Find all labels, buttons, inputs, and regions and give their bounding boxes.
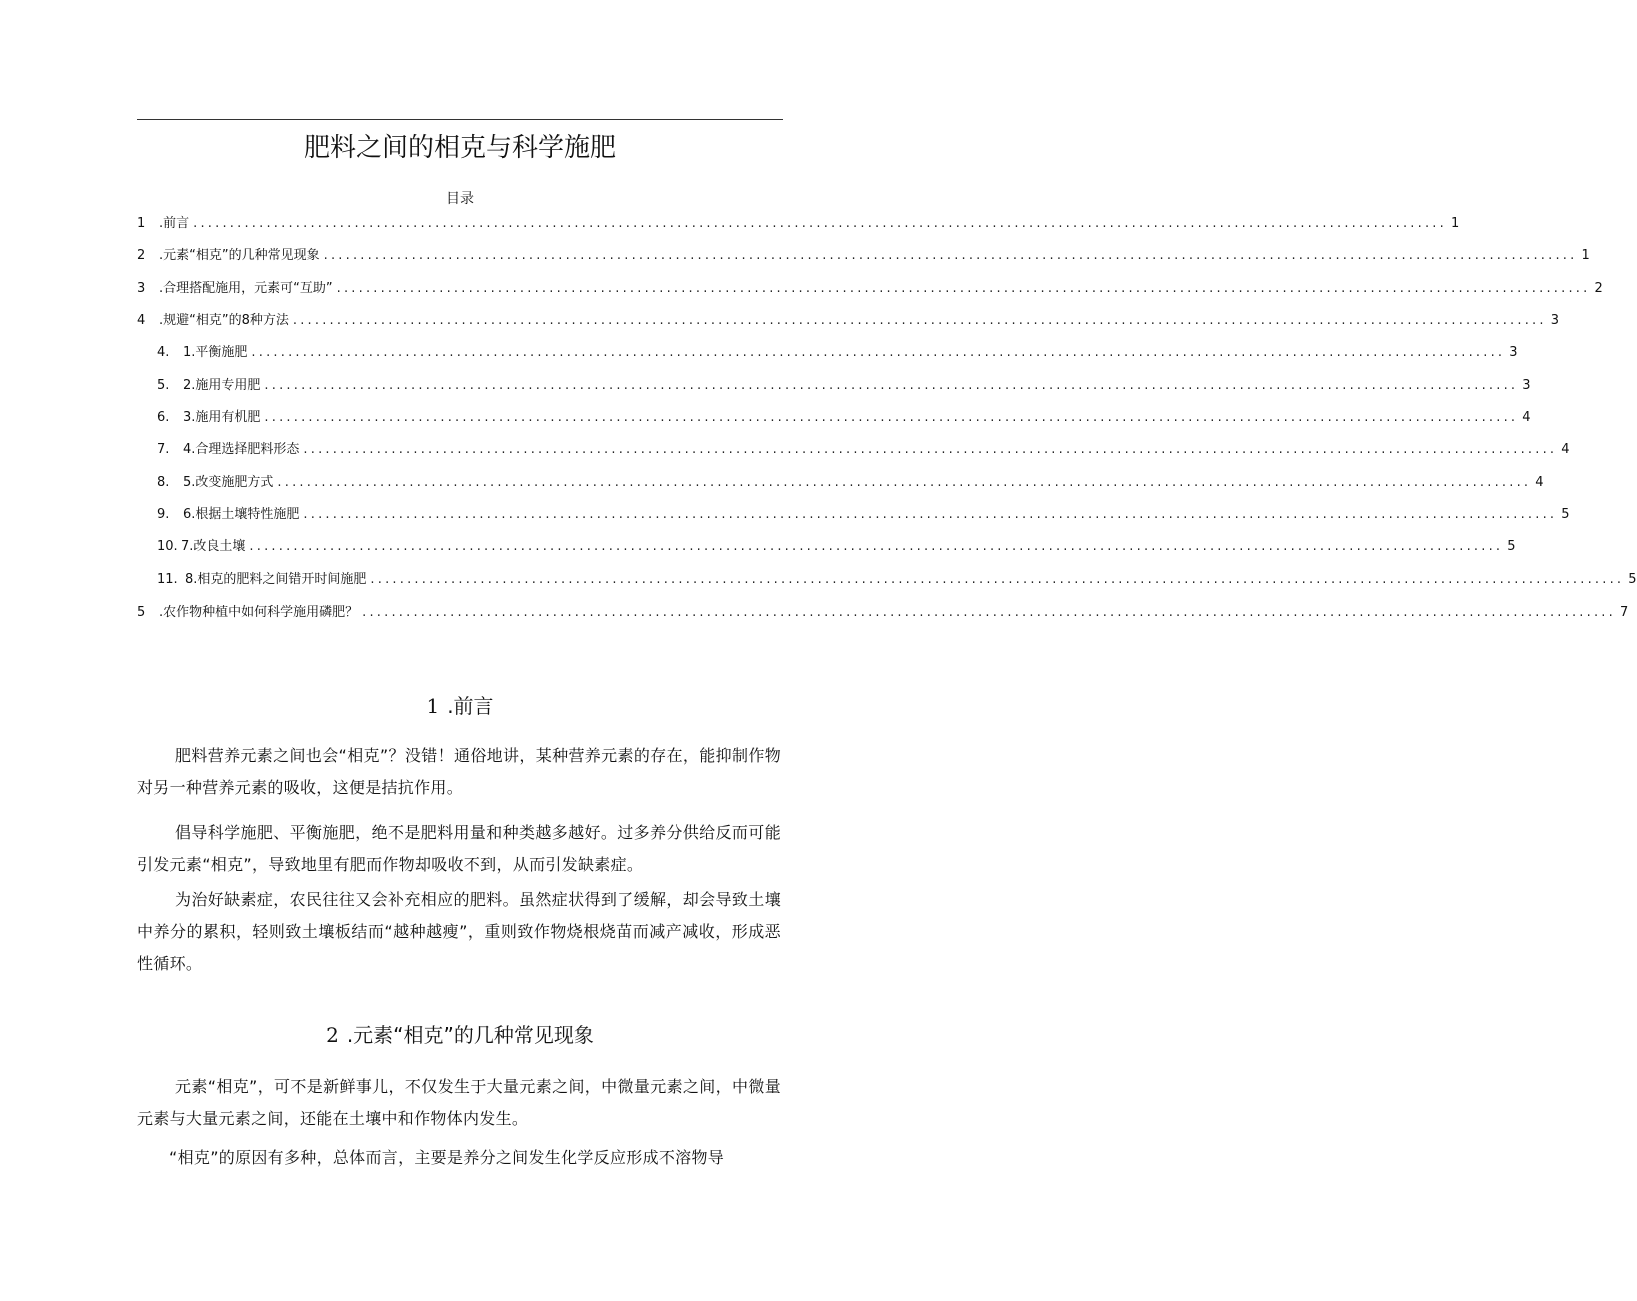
toc-subentry[interactable] bbox=[157, 376, 1531, 396]
header-rule bbox=[137, 119, 783, 120]
toc-entry-page: 4 bbox=[1561, 442, 1570, 457]
toc-entry-number: 2 bbox=[137, 248, 146, 263]
toc-entry-number: 10. bbox=[157, 539, 178, 554]
toc-leader-dots: ........................................................................................................................................................................... bbox=[370, 572, 1625, 587]
toc-entry[interactable] bbox=[137, 311, 1559, 331]
toc-subentry[interactable] bbox=[157, 537, 1516, 557]
toc-leader-dots: ........................................................................................................................................................................... bbox=[323, 248, 1578, 263]
toc-entry-text: 1.平衡施肥 bbox=[183, 345, 248, 360]
toc-entry-page: 4 bbox=[1535, 475, 1544, 490]
toc-entry-number: 9. bbox=[157, 507, 170, 522]
toc-leader-dots: ........................................................................................................................................................................... bbox=[264, 410, 1519, 425]
toc-entry-number: 4 bbox=[137, 313, 146, 328]
toc-entry-text: 7.改良土壤 bbox=[181, 539, 246, 554]
toc-entry-number: 11. bbox=[157, 572, 178, 587]
toc-entry-text: 8.相克的肥料之间错开时间施肥 bbox=[185, 572, 367, 587]
toc-entry-text: 2.施用专用肥 bbox=[183, 378, 261, 393]
toc-leader-dots: ........................................................................................................................................................................... bbox=[249, 539, 1504, 554]
toc-entry-page: 3 bbox=[1550, 313, 1559, 328]
toc-entry[interactable] bbox=[137, 246, 1590, 266]
body-paragraph: 元素“相克”，可不是新鲜事儿，不仅发生于大量元素之间，中微量元素之间，中微量元素与大量元素之间，还能在土壤中和作物体内发生。 bbox=[137, 1077, 781, 1128]
toc-leader-dots: ........................................................................................................................................................................... bbox=[303, 507, 1558, 522]
toc-subentry[interactable] bbox=[157, 408, 1531, 428]
toc-leader-dots: ........................................................................................................................................................................... bbox=[292, 313, 1547, 328]
section-title: .元素“相克”的几种常见现象 bbox=[346, 1023, 594, 1047]
toc-leader-dots: ........................................................................................................................................................................... bbox=[277, 475, 1532, 490]
toc-leader-dots: ........................................................................................................................................................................... bbox=[193, 216, 1447, 231]
toc-entry-number: 4. bbox=[157, 345, 170, 360]
toc-entry-text: 6.根据土壤特性施肥 bbox=[183, 507, 300, 522]
toc-leader-dots: ........................................................................................................................................................................... bbox=[251, 345, 1506, 360]
toc-entry-page: 1 bbox=[1581, 248, 1590, 263]
toc-entry-number: 8. bbox=[157, 475, 170, 490]
toc-subentry[interactable] bbox=[157, 505, 1570, 525]
toc-leader-dots: ........................................................................................................................................................................... bbox=[336, 281, 1591, 296]
toc-subentry[interactable] bbox=[157, 473, 1544, 493]
toc-entry-page: 5 bbox=[1561, 507, 1570, 522]
toc-entry-number: 5. bbox=[157, 378, 170, 393]
body-paragraph: 倡导科学施肥、平衡施肥，绝不是肥料用量和种类越多越好。过多养分供给反而可能引发元素“相克”，导致地里有肥而作物却吸收不到，从而引发缺素症。 bbox=[137, 823, 781, 874]
toc-entry-number: 6. bbox=[157, 410, 170, 425]
document-title: 肥料之间的相克与科学施肥 bbox=[303, 133, 616, 163]
toc-entry-text: 3.施用有机肥 bbox=[183, 410, 261, 425]
toc-entry[interactable] bbox=[137, 279, 1603, 299]
toc-entry-text: 5.改变施肥方式 bbox=[183, 475, 274, 490]
toc-leader-dots: ........................................................................................................................................................................... bbox=[264, 378, 1519, 393]
toc-entry-page: 1 bbox=[1450, 216, 1460, 231]
body-paragraph: 肥料营养元素之间也会“相克”？没错！通俗地讲，某种营养元素的存在，能抑制作物对另一种营养元素的吸收，这便是拮抗作用。 bbox=[137, 746, 781, 797]
toc-entry-text: .规避“相克”的8种方法 bbox=[159, 313, 289, 328]
toc-entry[interactable] bbox=[137, 214, 1460, 234]
body-paragraph: “相克”的原因有多种，总体而言，主要是养分之间发生化学反应形成不溶物导 bbox=[169, 1148, 725, 1167]
toc-entry-page: 3 bbox=[1509, 345, 1518, 360]
toc-entry-number: 5 bbox=[137, 605, 146, 620]
toc-entry-number: 3 bbox=[137, 281, 146, 296]
body-paragraph: 为治好缺素症，农民往往又会补充相应的肥料。虽然症状得到了缓解，却会导致土壤中养分的累积，轻则致土壤板结而“越种越瘦”，重则致作物烧根烧苗而减产减收，形成恶性循环。 bbox=[137, 890, 781, 973]
section-title: .前言 bbox=[447, 694, 494, 718]
toc-entry-page: 5 bbox=[1628, 572, 1637, 587]
toc-entry-text: .前言 bbox=[159, 216, 190, 231]
toc-entry-number: 7. bbox=[157, 442, 170, 457]
toc-entry-text: .合理搭配施用，元素可“互助” bbox=[159, 281, 333, 296]
toc-subentry[interactable] bbox=[157, 343, 1518, 363]
toc-subentry[interactable] bbox=[157, 440, 1570, 460]
toc-entry[interactable] bbox=[137, 603, 1629, 623]
toc-entry-page: 3 bbox=[1522, 378, 1531, 393]
toc-leader-dots: ........................................................................................................................................................................... bbox=[303, 442, 1558, 457]
toc-entry-text: .元素“相克”的几种常见现象 bbox=[159, 248, 320, 263]
toc-heading: 目录 bbox=[446, 191, 474, 207]
toc-entry-page: 5 bbox=[1507, 539, 1516, 554]
section-number: 2 bbox=[326, 1023, 339, 1047]
toc-entry-page: 7 bbox=[1619, 605, 1629, 620]
toc-entry-number: 1 bbox=[137, 216, 146, 231]
toc-subentry[interactable] bbox=[157, 570, 1637, 590]
section-heading-preface bbox=[0, 692, 920, 720]
toc-entry-text: 4.合理选择肥料形态 bbox=[183, 442, 300, 457]
toc-entry-text: .农作物种植中如何科学施用磷肥？ bbox=[159, 605, 359, 620]
toc-entry-page: 2 bbox=[1594, 281, 1603, 296]
toc-leader-dots: ........................................................................................................................................................................... bbox=[362, 605, 1616, 620]
section-number: 1 bbox=[426, 694, 440, 718]
section-heading-phenomena bbox=[0, 1021, 920, 1049]
toc-entry-page: 4 bbox=[1522, 410, 1531, 425]
